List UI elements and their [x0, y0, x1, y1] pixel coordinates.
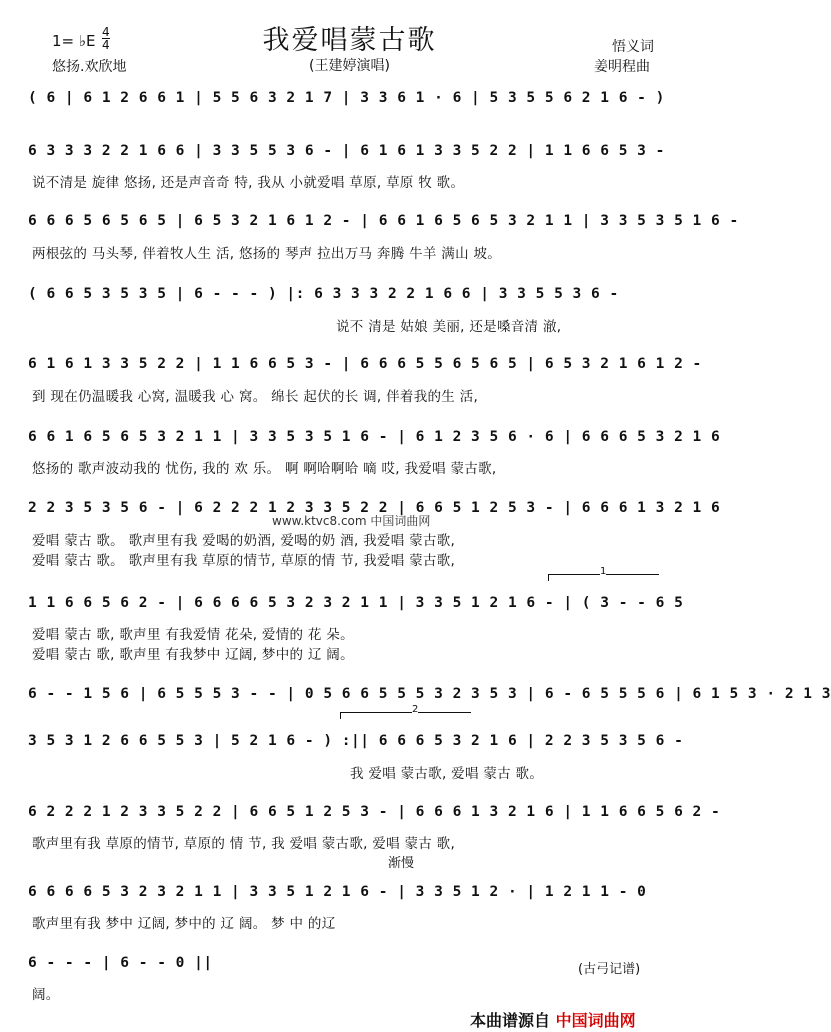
lyrics-line: 爱唱 蒙古 歌, 歌声里 有我爱情 花朵, 爱情的 花 朵。 — [32, 627, 354, 643]
lyrics-line: 阔。 — [32, 987, 60, 1003]
first-ending-label: 1 — [600, 566, 607, 577]
lyrics-line: 说不 清是 姑娘 美丽, 还是嗓音清 澈, — [336, 319, 562, 335]
watermark: www.ktvc8.com 中国词曲网 — [272, 514, 431, 528]
footer-site-link[interactable]: 中国词曲网 — [555, 1011, 636, 1030]
footer-credit — [470, 1008, 636, 1031]
tempo-marking: 悠扬.欢欣地 — [52, 59, 127, 75]
lyrics-line: 爱唱 蒙古 歌。 歌声里有我 爱喝的奶酒, 爱喝的奶 酒, 我爱唱 蒙古歌, — [32, 533, 456, 549]
time-signature-bottom: 4 — [102, 38, 110, 52]
lyrics-line: 歌声里有我 梦中 辽阔, 梦中的 辽 阔。 梦 中 的辽 — [32, 916, 336, 932]
footer-prefix: 本曲谱源自 — [470, 1011, 551, 1030]
notation-line: 1 1 6 6 5 6 2 - | 6 6 6 6 5 3 2 3 2 1 1 | 3 3 5 1 2 1 6 - | ( 3 - - 6 5 — [28, 595, 684, 611]
notation-line: 6 6 1 6 5 6 5 3 2 1 1 | 3 3 5 3 5 1 6 - | 6 1 2 3 5 6 · 6 | 6 6 6 5 3 2 1 6 — [28, 429, 721, 445]
song-title: 我爱唱蒙古歌 — [262, 25, 437, 56]
notation-line: 2 2 3 5 3 5 6 - | 6 2 2 2 1 2 3 3 5 2 2 | 6 6 5 1 2 5 3 - | 6 6 6 1 3 2 1 6 — [28, 500, 721, 516]
notation-line: 6 - - - | 6 - - 0 || — [28, 955, 213, 971]
notation-line: 6 3 3 3 2 2 1 6 6 | 3 3 5 5 3 6 - | 6 1 6 1 3 3 5 2 2 | 1 1 6 6 5 3 - — [28, 143, 665, 159]
notation-line: 6 6 6 5 6 5 6 5 | 6 5 3 2 1 6 1 2 - | 6 6 1 6 5 6 5 3 2 1 1 | 3 3 5 3 5 1 6 - — [28, 213, 739, 229]
lyrics-line: 悠扬的 歌声波动我的 忧伤, 我的 欢 乐。 啊 啊哈啊哈 嘀 哎, 我爱唱 蒙古歌, — [32, 461, 497, 477]
lyrics-line: 爱唱 蒙古 歌。 歌声里有我 草原的情节, 草原的情 节, 我爱唱 蒙古歌, — [32, 553, 456, 569]
lyrics-line: 说不清是 旋律 悠扬, 还是声音奇 特, 我从 小就爱唱 草原, 草原 牧 歌。 — [32, 175, 465, 191]
second-ending-bracket — [340, 712, 471, 719]
lyrics-line: 两根弦的 马头琴, 伴着牧人生 活, 悠扬的 琴声 拉出万马 奔腾 牛羊 满山 坡。 — [32, 246, 502, 262]
lyrics-line: 爱唱 蒙古 歌, 歌声里 有我梦中 辽阔, 梦中的 辽 阔。 — [32, 647, 354, 663]
notation-line: 3 5 3 1 2 6 6 5 5 3 | 5 2 1 6 - ) :|| 6 6 6 5 3 2 1 6 | 2 2 3 5 3 5 6 - — [28, 733, 684, 749]
lyrics-line: 歌声里有我 草原的情节, 草原的 情 节, 我 爱唱 蒙古歌, 爱唱 蒙古 歌, — [32, 836, 456, 852]
lyrics-line: 到 现在仍温暖我 心窝, 温暖我 心 窝。 绵长 起伏的长 调, 伴着我的生 活, — [32, 389, 479, 405]
notation-line: ( 6 6 5 3 5 3 5 | 6 - - - ) |: 6 3 3 3 2 2 1 6 6 | 3 3 5 5 3 6 - — [28, 286, 619, 302]
time-signature — [102, 26, 110, 51]
notation-line: ( 6 | 6 1 2 6 6 1 | 5 5 6 3 2 1 7 | 3 3 6 1 · 6 | 5 3 5 5 6 2 1 6 - ) — [28, 90, 665, 106]
second-ending-label: 2 — [412, 704, 419, 715]
notation-line: 6 6 6 6 5 3 2 3 2 1 1 | 3 3 5 1 2 1 6 - | 3 3 5 1 2 · | 1 2 1 1 - 0 — [28, 884, 647, 900]
notation-line: 6 2 2 2 1 2 3 3 5 2 2 | 6 6 5 1 2 5 3 - | 6 6 6 1 3 2 1 6 | 1 1 6 6 5 6 2 - — [28, 804, 721, 820]
lyrics-line: 我 爱唱 蒙古歌, 爱唱 蒙古 歌。 — [350, 766, 544, 782]
transcriber-note: (古弓记谱) — [578, 962, 641, 977]
composer-credit: 姜明程曲 — [594, 59, 650, 75]
notation-line: 6 1 6 1 3 3 5 2 2 | 1 1 6 6 5 3 - | 6 6 6 5 5 6 5 6 5 | 6 5 3 2 1 6 1 2 - — [28, 356, 702, 372]
lyricist-credit: 悟义词 — [612, 39, 654, 55]
performer-subtitle: (王建婷演唱) — [309, 58, 390, 74]
tempo-change-mark: 渐慢 — [388, 856, 415, 871]
key-signature: 1= ♭E — [52, 32, 96, 50]
time-signature-top: 4 — [102, 25, 110, 39]
notation-line: 6 - - 1 5 6 | 6 5 5 5 3 - - | 0 5 6 6 5 5 5 3 2 3 5 3 | 6 - 6 5 5 5 6 | 6 1 5 3 · 2 1 3 — [28, 686, 831, 702]
